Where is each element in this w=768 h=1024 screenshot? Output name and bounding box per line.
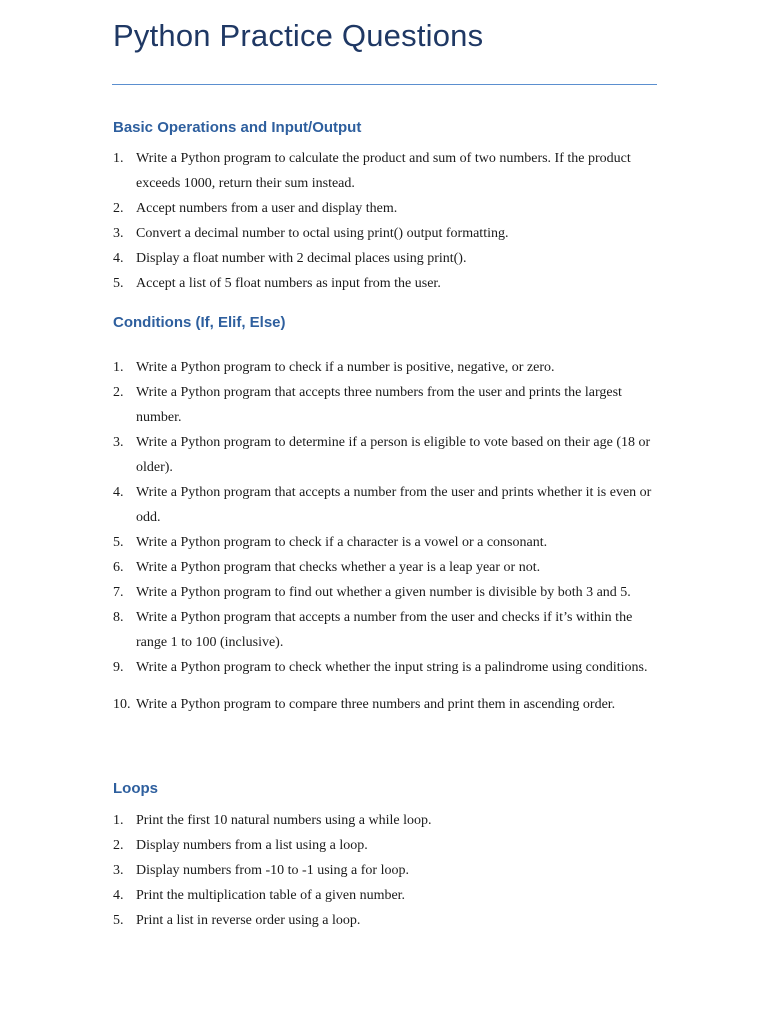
- item-text: Print the first 10 natural numbers using a while loop.: [136, 813, 432, 828]
- list-item: [0, 692, 768, 717]
- section-heading: Loops: [113, 780, 158, 797]
- item-text: Write a Python program to compare three numbers and print them in ascending order.: [136, 697, 616, 712]
- item-text: Write a Python program to calculate the product and sum of two numbers. If the product exceeds 1000, return their sum instead.: [136, 151, 631, 191]
- section-heading: Basic Operations and Input/Output: [113, 119, 362, 136]
- list-item: [0, 605, 768, 655]
- item-text: Write a Python program to check if a number is positive, negative, or zero.: [136, 360, 555, 375]
- list-item: [0, 430, 768, 480]
- list-item: [0, 380, 768, 430]
- list-item: [0, 221, 768, 246]
- title-divider: [112, 84, 657, 85]
- item-text: Write a Python program to determine if a person is eligible to vote based on their age (18 or older).: [136, 435, 651, 475]
- list-item: [0, 655, 768, 680]
- item-number: 3.: [113, 226, 124, 241]
- item-text: Write a Python program that checks whether a year is a leap year or not.: [136, 560, 541, 575]
- item-text: Write a Python program that accepts a number from the user and prints whether it is even or odd.: [136, 485, 652, 525]
- item-number: 10.: [113, 697, 131, 712]
- item-number: 3.: [113, 863, 124, 878]
- item-text: Accept a list of 5 float numbers as input from the user.: [136, 276, 441, 291]
- list-item: [0, 146, 768, 196]
- item-number: 2.: [113, 201, 124, 216]
- item-number: 7.: [113, 585, 124, 600]
- item-text: Write a Python program to find out whether a given number is divisible by both 3 and 5.: [136, 585, 631, 600]
- item-number: 9.: [113, 660, 124, 675]
- question-list: [0, 355, 768, 717]
- page-title: Python Practice Questions: [113, 18, 484, 53]
- item-text: Print the multiplication table of a given number.: [136, 888, 406, 903]
- item-number: 6.: [113, 560, 124, 575]
- list-item: [0, 833, 768, 858]
- item-number: 1.: [113, 360, 124, 375]
- list-item: [0, 355, 768, 380]
- question-list: [0, 146, 768, 296]
- list-item: [0, 858, 768, 883]
- item-number: 2.: [113, 385, 124, 400]
- item-text: Write a Python program that accepts a number from the user and checks if it’s within the range 1 to 100 (inclusive).: [136, 610, 633, 650]
- item-text: Display a float number with 2 decimal places using print().: [136, 251, 467, 266]
- item-number: 4.: [113, 251, 124, 266]
- item-text: Write a Python program to check whether the input string is a palindrome using conditions.: [136, 660, 648, 675]
- item-text: Display numbers from -10 to -1 using a for loop.: [136, 863, 409, 878]
- item-number: 5.: [113, 535, 124, 550]
- list-item: [0, 883, 768, 908]
- item-number: 1.: [113, 813, 124, 828]
- item-text: Display numbers from a list using a loop.: [136, 838, 368, 853]
- list-item: [0, 196, 768, 221]
- item-number: 1.: [113, 151, 124, 166]
- section-heading: Conditions (If, Elif, Else): [113, 314, 286, 331]
- list-item: [0, 555, 768, 580]
- item-number: 5.: [113, 913, 124, 928]
- list-item: [0, 908, 768, 933]
- item-number: 4.: [113, 888, 124, 903]
- item-number: 4.: [113, 485, 124, 500]
- list-item: [0, 530, 768, 555]
- list-item: [0, 246, 768, 271]
- item-number: 8.: [113, 610, 124, 625]
- item-text: Accept numbers from a user and display them.: [136, 201, 398, 216]
- question-list: [0, 808, 768, 933]
- list-item: [0, 480, 768, 530]
- item-text: Print a list in reverse order using a loop.: [136, 913, 361, 928]
- list-item: [0, 580, 768, 605]
- item-number: 3.: [113, 435, 124, 450]
- item-number: 2.: [113, 838, 124, 853]
- item-text: Convert a decimal number to octal using print() output formatting.: [136, 226, 509, 241]
- item-text: Write a Python program that accepts three numbers from the user and prints the largest number.: [136, 385, 622, 425]
- list-item: [0, 271, 768, 296]
- item-text: Write a Python program to check if a character is a vowel or a consonant.: [136, 535, 548, 550]
- item-number: 5.: [113, 276, 124, 291]
- list-item: [0, 808, 768, 833]
